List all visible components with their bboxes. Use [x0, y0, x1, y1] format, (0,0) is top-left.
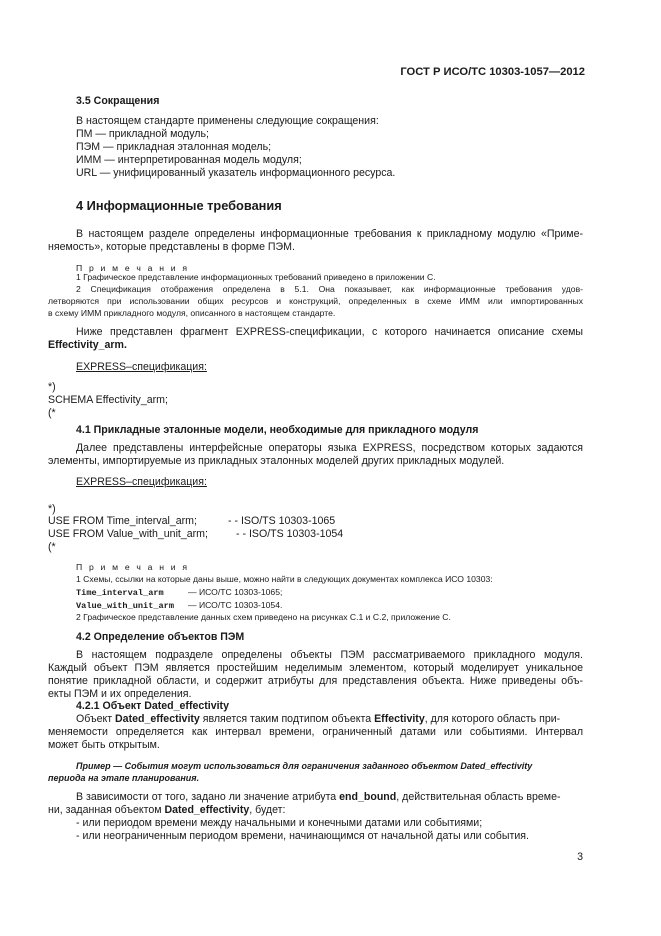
text-run: является таким подтипом объекта [199, 713, 375, 725]
section-4-1-heading: 4.1 Прикладные эталонные модели, необходимые для прикладного модуля [76, 424, 479, 436]
note-2: 2 Графическое представление данных схем приведено на рисунках С.1 и С.2, приложение С. [76, 612, 451, 622]
text-run: , для которого область при- [424, 713, 561, 725]
code-line: (* [48, 541, 56, 553]
note-2-line: в схему ИММ прикладного модуля, описанного в настоящем стандарте. [48, 308, 336, 318]
section-4-2-1-para-line: может быть открытым. [48, 739, 160, 751]
use-reference: - - ISO/TS 10303-1065 [228, 515, 336, 527]
section-4-2-para-line: екты ПЭМ и их определения. [48, 688, 192, 700]
example-line: Пример — События могут использоваться для ограничения заданного объектом Dated_effectivity [76, 761, 533, 771]
entity-name: Effectivity [374, 713, 425, 725]
entity-name: Dated_effectivity [164, 804, 250, 816]
section-4-para-line: В настоящем разделе определены информационные требования к прикладному модулю «Приме- [76, 228, 583, 240]
text-run: , будет: [249, 804, 286, 816]
abbrev-item: ПЭМ — прикладная эталонная модель; [76, 141, 272, 153]
note-1: 1 Графическое представление информационных требований приведено в приложении С. [76, 272, 436, 282]
note-2-line: летворяются при использовании общих ресурсов и конструкций, определенных в схеме ИММ или импортированных [48, 296, 583, 306]
section-4-heading: 4 Информационные требования [76, 198, 282, 213]
schema-ref-doc: — ИСО/ТС 10303-1054. [188, 600, 283, 610]
use-statement: USE FROM Time_interval_arm; [48, 515, 197, 527]
section-4-2-heading: 4.2 Определение объектов ПЭМ [76, 631, 245, 643]
section-4-2-para-line: В настоящем подразделе определены объекты ПЭМ рассматриваемого прикладного модуля. [76, 649, 583, 661]
notes-label: П р и м е ч а н и я [76, 263, 190, 273]
code-line: (* [48, 407, 56, 419]
schema-name: Effectivity_arm. [48, 339, 127, 351]
schema-ref-name: Time_interval_arm [76, 588, 164, 598]
entity-name: Dated_effectivity [115, 713, 200, 725]
schema-ref-doc: — ИСО/ТС 10303-1065; [188, 587, 283, 597]
code-line: SCHEMA Effectivity_arm; [48, 394, 168, 406]
page-number: 3 [577, 851, 583, 863]
express-label: EXPRESS–спецификация: [76, 476, 207, 488]
schema-ref-name: Value_with_unit_arm [76, 601, 174, 611]
section-4-2-para-line: Каждый объект ПЭМ является простейшим неделимым элементом, который моделирует уникальное [48, 662, 583, 674]
text-run: Объект [76, 713, 116, 725]
attribute-name: end_bound [339, 791, 397, 803]
abbrev-item: ИММ — интерпретированная модель модуля; [76, 154, 302, 166]
condition-line [76, 791, 561, 804]
code-line: *) [48, 381, 56, 393]
example-line: периода на этапе планирования. [48, 773, 200, 783]
text-run: , действительная область време- [396, 791, 561, 803]
text-run: ни, заданная объектом [48, 804, 165, 816]
section-4-2-1-para-line: меняемости определяется как интервал времени, ограниченный датами или событиями. Интервал [48, 726, 583, 738]
use-reference: - - ISO/TS 10303-1054 [236, 528, 344, 540]
bullet-item: - или неограниченным периодом времени, начинающимся от начальной даты или события. [76, 830, 529, 842]
section-4-para-line: няемость», которые представлены в форме ПЭМ. [48, 241, 295, 253]
section-3-5-intro: В настоящем стандарте применены следующие сокращения: [76, 115, 379, 127]
section-4-1-para-line: Далее представлены интерфейсные операторы языка EXPRESS, посредством которых задаются [76, 442, 583, 454]
section-4-2-para-line: понятие прикладной области, и содержит атрибуты для представления объекта. Ниже приведены объ- [48, 675, 583, 687]
document-code: ГОСТ Р ИСО/ТС 10303-1057—2012 [400, 66, 585, 78]
bullet-item: - или периодом времени между начальными и конечными датами или событиями; [76, 817, 483, 829]
use-statement: USE FROM Value_with_unit_arm; [48, 528, 208, 540]
section-4-2-1-para-line [76, 713, 583, 726]
section-4-para2-line: Ниже представлен фрагмент EXPRESS-спецификации, с которого начинается описание схемы [76, 326, 583, 338]
abbrev-item: ПМ — прикладной модуль; [76, 128, 209, 140]
code-line: *) [48, 503, 56, 515]
condition-line [48, 804, 285, 817]
section-4-1-para-line: элементы, импортируемые из прикладных эталонных моделей других прикладных модулей. [48, 455, 505, 467]
note-2-line: 2 Спецификация отображения определена в 5.1. Она показывает, как информационные требования удов- [76, 284, 583, 294]
note-1: 1 Схемы, ссылки на которые даны выше, можно найти в следующих документах комплекса ИСО 10303: [76, 574, 493, 584]
section-3-5-heading: 3.5 Сокращения [76, 95, 160, 107]
section-4-2-1-heading: 4.2.1 Объект Dated_effectivity [76, 700, 229, 712]
abbrev-item: URL — унифицированный указатель информационного ресурса. [76, 167, 396, 179]
text-run: В зависимости от того, задано ли значение атрибута [76, 791, 340, 803]
express-label: EXPRESS–спецификация: [76, 361, 207, 373]
notes-label: П р и м е ч а н и я [76, 562, 190, 572]
